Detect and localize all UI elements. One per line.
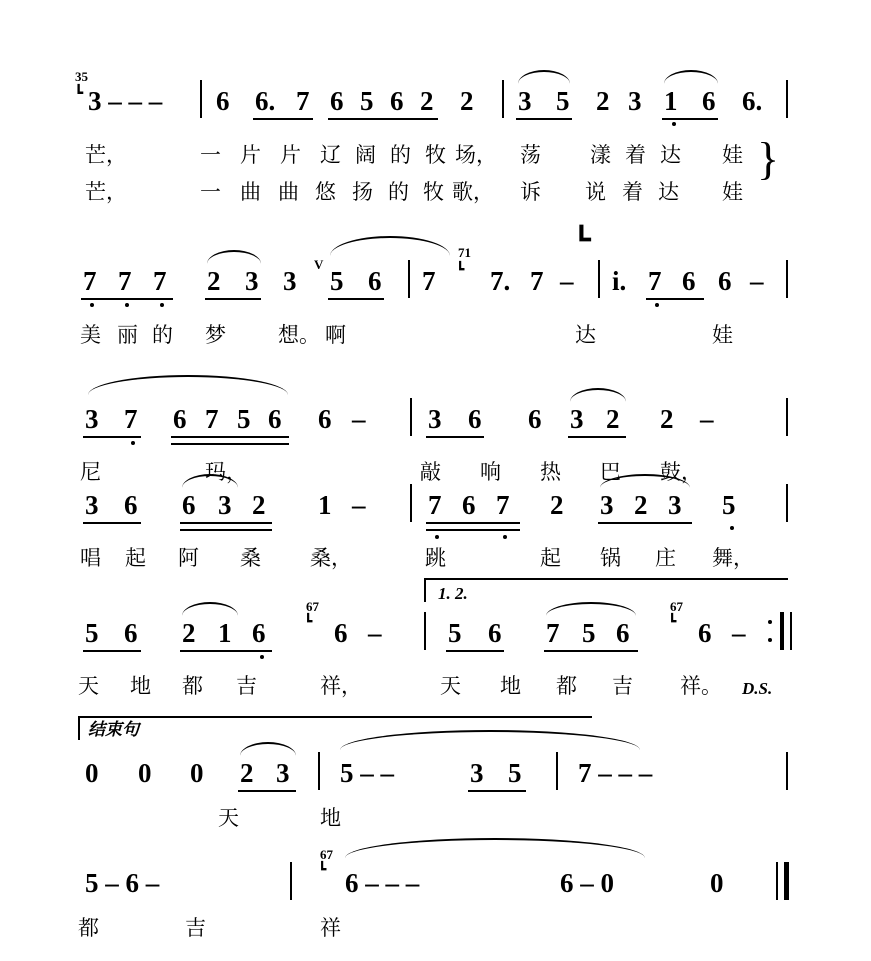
beam: [662, 118, 718, 120]
lyric: 扬: [352, 180, 373, 204]
note: 3: [628, 86, 642, 116]
note: 3: [470, 758, 484, 788]
note: 2: [550, 490, 564, 520]
note: 2: [240, 758, 254, 788]
lyric: 娃: [722, 180, 743, 204]
lyric: 一: [200, 180, 221, 204]
ornament-67: 67: [670, 599, 683, 614]
barline: [408, 260, 410, 298]
beam: [568, 436, 626, 438]
note: 3: [85, 404, 99, 434]
lyric: 片: [280, 143, 301, 167]
note: 3: [245, 266, 259, 296]
beam: [426, 529, 520, 531]
note: 6: [462, 490, 476, 520]
lyric: 芒，: [85, 180, 127, 204]
note: 7: [496, 490, 510, 520]
note: 5: [330, 266, 344, 296]
note: 1: [218, 618, 232, 648]
lyric: 祥: [320, 916, 341, 940]
octave-dot: [90, 303, 94, 307]
lyric: 辽: [320, 143, 341, 167]
lyric: 歌，: [452, 180, 494, 204]
lyric: 祥。: [680, 674, 722, 698]
beam: [544, 650, 638, 652]
lyric: 悠: [315, 180, 336, 204]
note: –: [700, 404, 714, 434]
note: 2: [634, 490, 648, 520]
lyric: 牧: [423, 180, 444, 204]
accent-mark: V: [314, 257, 324, 272]
note: 6: [488, 618, 502, 648]
note: 6: [268, 404, 282, 434]
coda-label: 结束句: [88, 720, 139, 740]
lyric: 祥，: [320, 674, 362, 698]
slur: [88, 375, 288, 395]
repeat-dot: [768, 638, 772, 642]
beam: [81, 298, 173, 300]
lyric: 尼: [80, 460, 101, 484]
segno-icon: 𝐋: [578, 222, 592, 247]
barline: [786, 484, 788, 522]
note: i.: [612, 266, 627, 296]
note: 3: [518, 86, 532, 116]
lyric: 唱: [80, 546, 101, 570]
lyric: 吉: [236, 674, 257, 698]
note: 2: [460, 86, 474, 116]
note: 3: [283, 266, 297, 296]
beam: [516, 118, 572, 120]
lyric: 诉: [520, 180, 541, 204]
lyric: 达: [660, 143, 681, 167]
note: –: [750, 266, 764, 296]
measure-number: 35: [75, 69, 88, 84]
beam: [468, 790, 526, 792]
slur: [570, 388, 626, 402]
lyric: 桑: [240, 546, 261, 570]
slur: [330, 236, 450, 256]
octave-dot: [160, 303, 164, 307]
lyric: 跳: [425, 546, 446, 570]
note: 5 – –: [340, 758, 394, 788]
octave-dot: [730, 526, 734, 530]
note: 3 – – –: [88, 86, 163, 116]
lyric: 的: [390, 143, 411, 167]
lyric: 牧: [425, 143, 446, 167]
triplet-bracket-icon: ┗: [668, 614, 677, 630]
beam: [180, 529, 272, 531]
beam: [328, 298, 384, 300]
lyric: 曲: [278, 180, 299, 204]
note: 6: [616, 618, 630, 648]
lyric: 美: [80, 323, 101, 347]
lyric: 达: [658, 180, 679, 204]
barline: [502, 80, 504, 118]
lyric: 天: [218, 806, 239, 830]
note: 3: [218, 490, 232, 520]
note: 5: [448, 618, 462, 648]
note: 3: [276, 758, 290, 788]
lyric: 地: [500, 674, 521, 698]
lyric: 天: [78, 674, 99, 698]
ornament-67: 67: [320, 847, 333, 862]
note: 5: [556, 86, 570, 116]
note: 2: [606, 404, 620, 434]
lyric: 都: [182, 674, 203, 698]
lyric: 舞，: [712, 546, 754, 570]
slur: [664, 70, 718, 84]
slur: [518, 70, 570, 84]
note: 2: [596, 86, 610, 116]
final-barline-thick: [784, 862, 789, 900]
note: 6: [368, 266, 382, 296]
lyric: 阔: [355, 143, 376, 167]
note: 6 – – –: [345, 868, 420, 898]
lyric: 芒，: [85, 143, 127, 167]
lyric: 着: [625, 143, 646, 167]
lyric: 阿: [178, 546, 199, 570]
note: 7: [153, 266, 167, 296]
note: 5: [722, 490, 736, 520]
slur: [182, 602, 238, 616]
note: –: [352, 490, 366, 520]
lyric: 起: [125, 546, 146, 570]
barline: [318, 752, 320, 790]
lyric: 地: [320, 806, 341, 830]
note: –: [732, 618, 746, 648]
note: 6: [334, 618, 348, 648]
note: 6: [390, 86, 404, 116]
barline: [786, 260, 788, 298]
lyric: 吉: [185, 916, 206, 940]
lyric: 巴: [600, 460, 621, 484]
lyric: 响: [480, 460, 501, 484]
lyric: 鼓，: [660, 460, 702, 484]
beam: [598, 522, 692, 524]
triplet-bracket-icon: ┗: [456, 262, 465, 278]
note: 7: [530, 266, 544, 296]
barline: [290, 862, 292, 900]
ending-label: 1. 2.: [438, 584, 468, 603]
barline: [410, 398, 412, 436]
note: 6: [318, 404, 332, 434]
lyric: 桑，: [310, 546, 352, 570]
barline: [424, 612, 426, 650]
note: 5 – 6 –: [85, 868, 160, 898]
lyric: 曲: [240, 180, 261, 204]
beam: [426, 436, 484, 438]
note: 2: [420, 86, 434, 116]
slur: [207, 250, 261, 264]
triplet-bracket-icon: ┗: [74, 84, 84, 102]
note: 6 – 0: [560, 868, 614, 898]
beam: [180, 650, 272, 652]
lyric: 着: [622, 180, 643, 204]
lyric: 地: [130, 674, 151, 698]
beam: [238, 790, 296, 792]
note: 3: [668, 490, 682, 520]
lyric: 说: [585, 180, 606, 204]
note: 5: [582, 618, 596, 648]
beam: [205, 298, 261, 300]
ending-bracket: [424, 578, 788, 602]
note: 6.: [255, 86, 276, 116]
lyric: 片: [240, 143, 261, 167]
note: 3: [570, 404, 584, 434]
note: 7: [124, 404, 138, 434]
beam: [180, 522, 272, 524]
lyric: 锅: [600, 546, 621, 570]
note: 2: [182, 618, 196, 648]
lyric: 啊: [325, 323, 346, 347]
beam: [328, 118, 438, 120]
repeat-barline-thick: [780, 612, 784, 650]
octave-dot: [435, 535, 439, 539]
note: 0: [710, 868, 724, 898]
note: 5: [508, 758, 522, 788]
note: 5: [237, 404, 251, 434]
note: 6: [182, 490, 196, 520]
note: 2: [207, 266, 221, 296]
final-barline-thin: [776, 862, 778, 900]
slur: [546, 602, 636, 616]
ds-mark: D.S.: [742, 679, 773, 698]
repeat-barline-thin: [790, 612, 792, 650]
note: 7: [296, 86, 310, 116]
note: 6: [528, 404, 542, 434]
note: 6: [702, 86, 716, 116]
beam: [171, 436, 289, 438]
octave-dot: [131, 441, 135, 445]
octave-dot: [672, 122, 676, 126]
note: 3: [428, 404, 442, 434]
note: 2: [252, 490, 266, 520]
octave-dot: [260, 655, 264, 659]
note: 5: [85, 618, 99, 648]
lyric: 达: [575, 323, 596, 347]
lyric: 天: [440, 674, 461, 698]
note: 6: [216, 86, 230, 116]
lyric: 场，: [455, 143, 497, 167]
note: 6: [718, 266, 732, 296]
note: 7: [546, 618, 560, 648]
slur: [240, 742, 296, 756]
lyric: 荡: [520, 143, 541, 167]
barline: [200, 80, 202, 118]
beam: [426, 522, 520, 524]
note: 2: [660, 404, 674, 434]
beam: [83, 522, 141, 524]
ornament-71: 71: [458, 245, 471, 260]
beam: [171, 443, 289, 445]
triplet-bracket-icon: ┗: [304, 614, 313, 630]
lyric: 热: [540, 460, 561, 484]
note: –: [560, 266, 574, 296]
barline: [786, 398, 788, 436]
octave-dot: [125, 303, 129, 307]
octave-dot: [503, 535, 507, 539]
note: 5: [360, 86, 374, 116]
note: 7 – – –: [578, 758, 653, 788]
lyric: 庄: [655, 546, 676, 570]
lyric: 梦: [205, 323, 226, 347]
repeat-dot: [768, 620, 772, 624]
note: –: [352, 404, 366, 434]
note: 3: [600, 490, 614, 520]
lyric: 敲: [420, 460, 441, 484]
note: 7: [422, 266, 436, 296]
note: 6: [124, 618, 138, 648]
note: 7.: [490, 266, 511, 296]
note: 1: [318, 490, 332, 520]
lyric: 娃: [712, 323, 733, 347]
barline: [786, 80, 788, 118]
beam: [253, 118, 313, 120]
note: 3: [85, 490, 99, 520]
lyric: 丽: [117, 323, 138, 347]
lyric: 起: [540, 546, 561, 570]
barline: [410, 484, 412, 522]
note: 6: [252, 618, 266, 648]
barline: [598, 260, 600, 298]
note: 6: [468, 404, 482, 434]
note: 7: [205, 404, 219, 434]
note: 7: [428, 490, 442, 520]
beam: [646, 298, 704, 300]
note: 6.: [742, 86, 763, 116]
triplet-bracket-icon: ┗: [318, 862, 327, 878]
note: 6: [698, 618, 712, 648]
beam: [446, 650, 504, 652]
note: 6: [330, 86, 344, 116]
note: 0: [190, 758, 204, 788]
lyric: 的: [388, 180, 409, 204]
barline: [556, 752, 558, 790]
note: 6: [682, 266, 696, 296]
lyric: 的: [152, 323, 173, 347]
lyric: 娃: [722, 143, 743, 167]
lyric: 吉: [612, 674, 633, 698]
lyric: 都: [556, 674, 577, 698]
note: 0: [85, 758, 99, 788]
beam: [83, 436, 141, 438]
note: 0: [138, 758, 152, 788]
note: 6: [124, 490, 138, 520]
beam: [83, 650, 141, 652]
note: 6: [173, 404, 187, 434]
repeat-brace: }: [757, 133, 780, 184]
note: 7: [118, 266, 132, 296]
note: 1: [664, 86, 678, 116]
lyric: 漾: [590, 143, 611, 167]
note: 7: [648, 266, 662, 296]
note: 7: [83, 266, 97, 296]
lyric: 想。: [278, 323, 320, 347]
lyric: 都: [78, 916, 99, 940]
lyric: 玛，: [205, 460, 247, 484]
barline: [786, 752, 788, 790]
note: –: [368, 618, 382, 648]
ornament-67: 67: [306, 599, 319, 614]
slur: [345, 838, 645, 858]
lyric: 一: [200, 143, 221, 167]
octave-dot: [655, 303, 659, 307]
